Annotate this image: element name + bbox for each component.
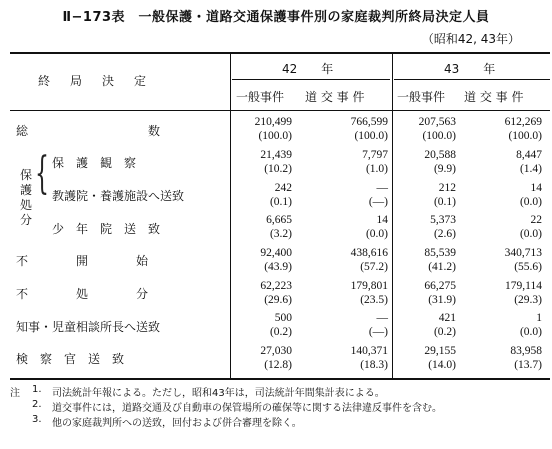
row-label-juvenile-training-school: 少 年 院 送 致	[52, 222, 161, 236]
group-label-protective-disposition: 保護処分	[20, 168, 33, 227]
cell-value: 500	[274, 312, 292, 324]
cell-percent: (29.6)	[264, 294, 292, 306]
footnote-number: 3.	[32, 414, 42, 425]
top-rule	[10, 52, 550, 54]
cell-value: 27,030	[260, 345, 292, 357]
cell-value: 5,373	[430, 214, 456, 226]
cell-value: 242	[274, 182, 292, 194]
cell-value: —	[376, 182, 388, 194]
cell-value: 92,400	[260, 247, 292, 259]
cell-value: 210,499	[254, 116, 292, 128]
cell-percent: (0.2)	[269, 326, 292, 338]
footnotes	[10, 384, 540, 429]
cell-percent: (55.6)	[514, 261, 542, 273]
year-divider-42	[232, 79, 390, 80]
cell-percent: (—)	[368, 326, 388, 338]
cell-value: 421	[438, 312, 456, 324]
cell-value: 14	[530, 182, 542, 194]
header-traffic-42: 道 交 事 件	[305, 90, 365, 104]
cell-value: 62,223	[260, 280, 292, 292]
cell-value: 66,275	[424, 280, 456, 292]
cell-percent: (2.6)	[433, 228, 456, 240]
header-bottom-rule	[10, 110, 550, 111]
footnote	[10, 399, 540, 414]
cell-value: 207,563	[418, 116, 456, 128]
cell-value: 6,665	[266, 214, 292, 226]
table-subtitle: （昭和42, 43年）	[421, 32, 520, 46]
footnote-text: 道交事件には，道路交通及び自動車の保管場所の確保等に関する法律違反事件を含む。	[52, 403, 442, 414]
cell-percent: (—)	[368, 196, 388, 208]
row-label-no-disposition: 不 処 分	[16, 287, 149, 301]
cell-percent: (0.1)	[269, 196, 292, 208]
cell-percent: (100.0)	[508, 130, 542, 142]
footnote-text: 司法統計年報による。ただし，昭和43年は，司法統計年間集計表による。	[52, 388, 385, 399]
cell-percent: (31.9)	[428, 294, 456, 306]
footnote-number: 1.	[32, 384, 42, 395]
cell-percent: (100.0)	[422, 130, 456, 142]
header-year-43: 43 年	[444, 62, 496, 76]
cell-percent: (0.2)	[433, 326, 456, 338]
cell-value: 21,439	[260, 149, 292, 161]
cell-percent: (0.1)	[433, 196, 456, 208]
cell-value: 14	[376, 214, 388, 226]
table-title: Ⅱ−173表 一般保護・道路交通保護事件別の家庭裁判所終局決定人員	[62, 10, 490, 25]
cell-percent: (12.8)	[264, 359, 292, 371]
header-general-43: 一般事件	[397, 90, 446, 104]
cell-value: 8,447	[516, 149, 542, 161]
footnote-number: 2.	[32, 399, 42, 410]
cell-value: 179,801	[350, 280, 388, 292]
footnote	[10, 384, 540, 399]
bottom-rule	[10, 378, 550, 380]
cell-percent: (18.3)	[360, 359, 388, 371]
cell-percent: (41.2)	[428, 261, 456, 273]
header-year-42: 42 年	[282, 62, 334, 76]
cell-percent: (100.0)	[354, 130, 388, 142]
footnote	[10, 414, 540, 429]
row-label-prosecutor-referral: 検 察 官 送 致	[16, 352, 125, 366]
cell-percent: (29.3)	[514, 294, 542, 306]
group-brace: {	[35, 148, 49, 199]
footnote-text: 他の家庭裁判所への送致，回付および併合審理を除く。	[52, 418, 302, 429]
cell-value: 612,269	[504, 116, 542, 128]
cell-value: 1	[536, 312, 542, 324]
cell-value: 179,114	[505, 280, 542, 292]
cell-percent: (100.0)	[258, 130, 292, 142]
cell-value: 22	[530, 214, 542, 226]
cell-value: 7,797	[362, 149, 388, 161]
cell-value: 85,539	[424, 247, 456, 259]
cell-value: 140,371	[350, 345, 388, 357]
cell-percent: (23.5)	[360, 294, 388, 306]
cell-percent: (0.0)	[519, 228, 542, 240]
cell-value: 438,616	[350, 247, 388, 259]
cell-value: 83,958	[510, 345, 542, 357]
year-divider-43	[394, 79, 550, 80]
cell-percent: (0.0)	[365, 228, 388, 240]
cell-percent: (43.9)	[264, 261, 292, 273]
cell-percent: (9.9)	[433, 163, 456, 175]
cell-percent: (10.2)	[264, 163, 292, 175]
cell-percent: (1.4)	[519, 163, 542, 175]
row-label-governor-referral: 知事・児童相談所長へ送致	[16, 320, 161, 334]
cell-percent: (14.0)	[428, 359, 456, 371]
cell-value: 212	[438, 182, 456, 194]
header-traffic-43: 道 交 事 件	[464, 90, 524, 104]
row-label-total: 総 数	[16, 124, 161, 138]
cell-percent: (0.0)	[519, 326, 542, 338]
footnote-prefix: 注	[10, 388, 20, 399]
cell-value: 29,155	[424, 345, 456, 357]
cell-value: 20,588	[424, 149, 456, 161]
cell-percent: (1.0)	[365, 163, 388, 175]
header-general-42: 一般事件	[236, 90, 285, 104]
cell-percent: (3.2)	[269, 228, 292, 240]
cell-value: —	[376, 312, 388, 324]
cell-value: 766,599	[350, 116, 388, 128]
row-label-reform-school: 教護院・養護施設へ送致	[52, 189, 185, 203]
cell-value: 340,713	[504, 247, 542, 259]
cell-percent: (0.0)	[519, 196, 542, 208]
cell-percent: (13.7)	[514, 359, 542, 371]
cell-percent: (57.2)	[360, 261, 388, 273]
row-label-probation: 保 護 観 察	[52, 156, 137, 170]
header-row-label: 終 局 決 定	[38, 74, 151, 88]
row-label-non-commencement: 不 開 始	[16, 254, 149, 268]
